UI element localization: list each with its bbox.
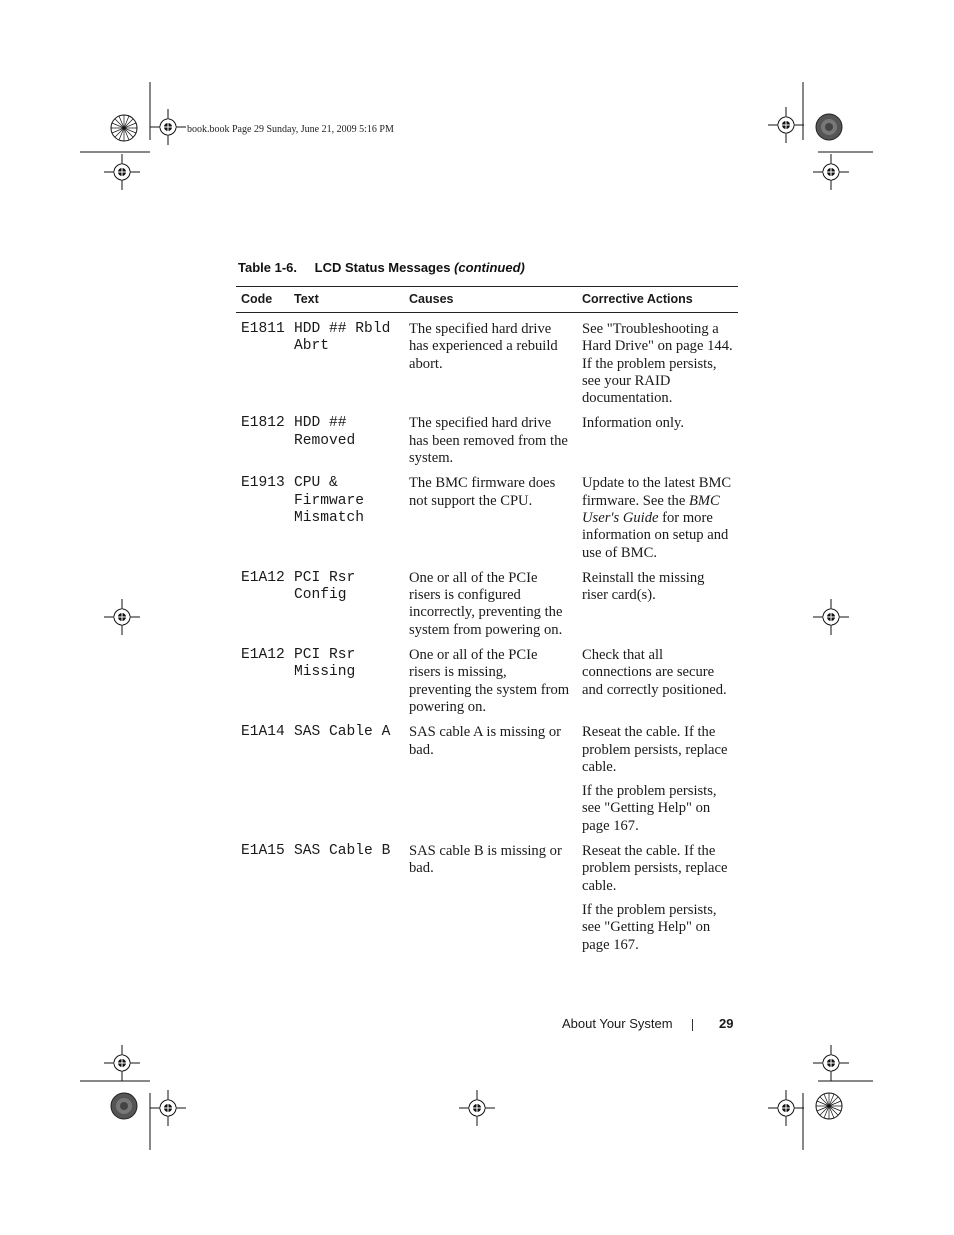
table-row	[236, 467, 738, 561]
header-text: Text	[289, 287, 404, 313]
actions-cell	[577, 407, 738, 467]
text-cell: SAS Cable A	[294, 724, 391, 741]
text-cell: CPU & Firmware Mismatch	[294, 475, 365, 526]
print-header: book.book Page 29 Sunday, June 21, 2009 5:16 PM	[187, 124, 394, 135]
actions-cell	[577, 562, 738, 639]
header-code: Code	[236, 287, 289, 313]
causes-cell: The BMC firmware does not support the CPU.	[409, 475, 556, 509]
table-header-row	[236, 287, 738, 313]
lcd-status-table	[236, 286, 738, 954]
code-cell: E1A14	[241, 724, 285, 741]
text-cell: HDD ## Rbld Abrt	[294, 321, 391, 355]
table-row	[236, 639, 738, 716]
page-number: 29	[719, 1016, 734, 1031]
code-cell: E1913	[241, 475, 285, 492]
code-cell: E1A15	[241, 843, 285, 860]
action-paragraph: Reseat the cable. If the problem persists, replace cable.	[582, 843, 728, 894]
caption-title: LCD Status Messages	[314, 260, 451, 275]
causes-cell: SAS cable B is missing or bad.	[409, 843, 562, 877]
code-cell: E1811	[241, 321, 285, 337]
causes-cell: One or all of the PCIe risers is configured incorrectly, preventing the system from powering on.	[409, 569, 563, 638]
action-paragraph: Reinstall the missing riser card(s).	[582, 569, 705, 604]
causes-cell: The specified hard drive has experienced a rebuild abort.	[409, 321, 558, 372]
text-cell: PCI Rsr Missing	[294, 647, 356, 681]
actions-cell	[577, 467, 738, 561]
text-cell: HDD ## Removed	[294, 415, 356, 449]
action-paragraph: If the problem persists, see "Getting Help" on page 167.	[582, 901, 717, 953]
table-row	[236, 407, 738, 467]
actions-cell	[577, 639, 738, 716]
action-text: Update to the latest BMC firmware. See the	[582, 475, 732, 509]
text-cell: SAS Cable B	[294, 843, 391, 860]
caption-number: Table 1-6.	[238, 260, 298, 275]
action-paragraph: See "Troubleshooting a Hard Drive" on page 144. If the problem persists, see your RAID documentation.	[582, 321, 733, 407]
action-paragraph: If the problem persists, see "Getting Help" on page 167.	[582, 783, 717, 834]
action-paragraph: Reseat the cable. If the problem persists, replace cable.	[582, 724, 728, 775]
action-text: for more information on setup and use of BMC.	[582, 509, 729, 561]
action-paragraph: Check that all connections are secure and correctly positioned.	[582, 647, 727, 698]
causes-cell: The specified hard drive has been removed from the system.	[409, 415, 568, 467]
table-row	[236, 835, 738, 954]
action-paragraph	[582, 475, 733, 561]
actions-cell	[577, 313, 738, 408]
actions-cell	[577, 716, 738, 835]
code-cell: E1A12	[241, 569, 285, 586]
text-cell: PCI Rsr Config	[294, 569, 356, 604]
causes-cell: One or all of the PCIe risers is missing, preventing the system from powering on.	[409, 647, 570, 715]
causes-cell: SAS cable A is missing or bad.	[409, 724, 562, 758]
table-row	[236, 716, 738, 835]
table-row	[236, 313, 738, 408]
table-caption	[238, 260, 525, 275]
table-row	[236, 562, 738, 639]
code-cell: E1A12	[241, 647, 285, 664]
code-cell: E1812	[241, 415, 285, 432]
guide-title: BMC User's Guide	[582, 492, 720, 526]
header-causes: Causes	[404, 287, 577, 313]
action-paragraph: Information only.	[582, 415, 684, 432]
actions-cell	[577, 835, 738, 954]
caption-continued: (continued)	[454, 260, 525, 275]
footer-separator	[692, 1019, 693, 1031]
header-corrective-actions: Corrective Actions	[577, 287, 738, 313]
footer-section-title: About Your System	[562, 1016, 673, 1031]
